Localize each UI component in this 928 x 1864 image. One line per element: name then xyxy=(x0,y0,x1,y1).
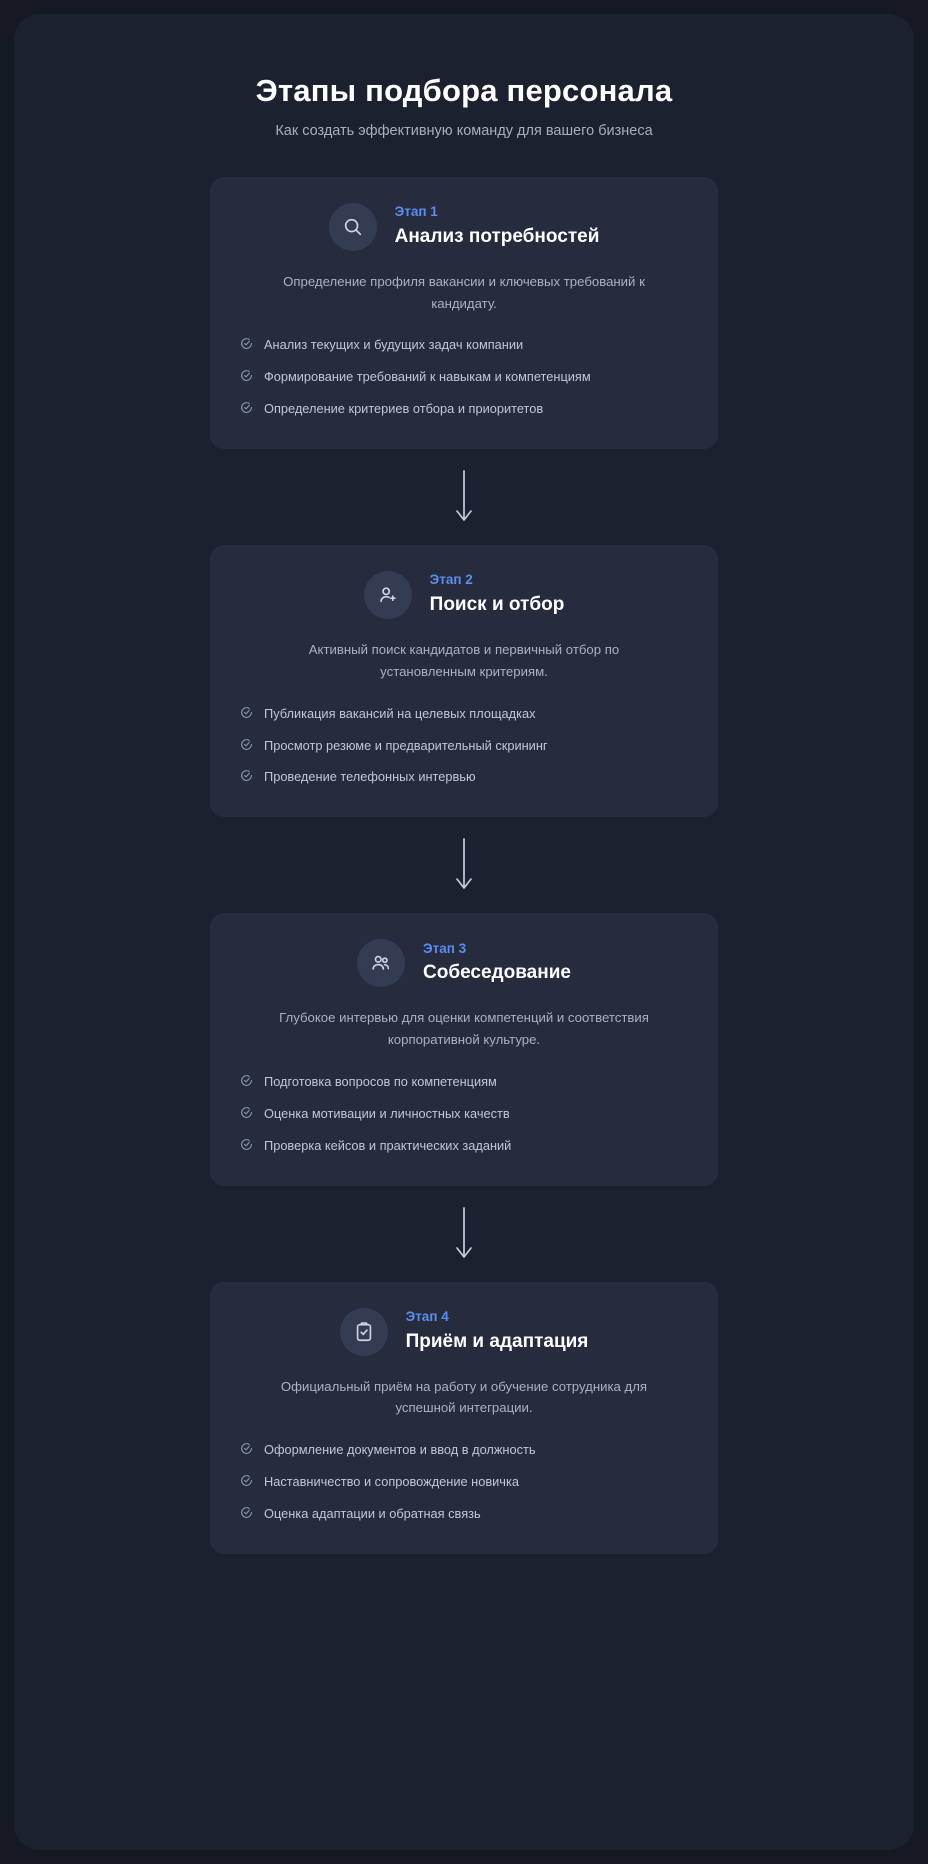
arrow-down-icon xyxy=(444,1186,484,1282)
check-circle-icon xyxy=(240,1074,253,1092)
bullet-text: Оценка мотивации и личностных качеств xyxy=(264,1105,510,1121)
step-heading-1 xyxy=(395,203,600,250)
step-card-3[interactable] xyxy=(210,913,718,1185)
bullet-text: Формирование требований к навыкам и компетенциям xyxy=(264,369,591,385)
step-bullets-4 xyxy=(240,1441,688,1524)
arrow-down-icon xyxy=(444,449,484,545)
step-title: Приём и адаптация xyxy=(405,1330,589,1352)
list-item xyxy=(240,400,688,419)
list-item xyxy=(240,768,688,787)
step-label: Этап 3 xyxy=(423,940,467,956)
bullet-text: Публикация вакансий на целевых площадках xyxy=(264,705,536,721)
clipboard-check-icon xyxy=(340,1308,388,1356)
bullet-text: Определение критериев отбора и приоритетов xyxy=(264,401,544,417)
step-bullets-3 xyxy=(240,1073,688,1156)
step-header-3 xyxy=(240,939,688,987)
bullet-text: Наставничество и сопровождение новичка xyxy=(264,1474,519,1490)
check-circle-icon xyxy=(240,1474,253,1492)
check-circle-icon xyxy=(240,337,253,355)
search-icon xyxy=(329,203,377,251)
check-circle-icon xyxy=(240,1106,253,1124)
check-circle-icon xyxy=(240,769,253,787)
step-bullets-1 xyxy=(240,336,688,419)
step-label: Этап 4 xyxy=(405,1308,449,1324)
check-circle-icon xyxy=(240,1506,253,1524)
step-title: Анализ потребностей xyxy=(394,225,600,247)
step-bullets-2 xyxy=(240,705,688,788)
list-item xyxy=(240,336,688,355)
step-header-4 xyxy=(240,1308,688,1356)
step-heading-3 xyxy=(423,940,571,987)
step-card-4[interactable] xyxy=(210,1282,718,1554)
check-circle-icon xyxy=(240,401,253,419)
user-search-icon xyxy=(364,571,412,619)
step-description: Активный поиск кандидатов и первичный отбор по установленным критериям. xyxy=(308,642,620,679)
list-item xyxy=(240,1105,688,1124)
step-card-1[interactable] xyxy=(210,177,718,449)
step-description: Определение профиля вакансии и ключевых требований к кандидату. xyxy=(283,273,645,311)
bullet-text: Подготовка вопросов по компетенциям xyxy=(264,1073,497,1089)
arrow-down-icon xyxy=(444,817,484,913)
list-item xyxy=(240,1473,688,1492)
check-circle-icon xyxy=(240,369,253,387)
header xyxy=(14,72,914,139)
list-item xyxy=(240,737,688,756)
step-heading-2 xyxy=(430,571,565,618)
step-description: Глубокое интервью для оценки компетенций и соответствия корпоративной культуре. xyxy=(279,1010,649,1048)
list-item xyxy=(240,1441,688,1460)
bullet-text: Анализ текущих и будущих задач компании xyxy=(264,337,524,353)
step-header-1 xyxy=(240,203,688,251)
step-title: Собеседование xyxy=(423,962,571,984)
bullet-text: Просмотр резюме и предварительный скрининг xyxy=(264,737,548,753)
steps-list xyxy=(14,177,914,1554)
list-item xyxy=(240,1073,688,1092)
list-item xyxy=(240,1505,688,1524)
bullet-text: Оценка адаптации и обратная связь xyxy=(264,1505,481,1521)
list-item xyxy=(240,368,688,387)
check-circle-icon xyxy=(240,1442,253,1460)
list-item xyxy=(240,705,688,724)
step-header-2 xyxy=(240,571,688,619)
check-circle-icon xyxy=(240,738,253,756)
check-circle-icon xyxy=(240,706,253,724)
bullet-text: Проведение телефонных интервью xyxy=(264,769,476,785)
page-subtitle: Как создать эффективную команду для вашего бизнеса xyxy=(275,122,653,139)
step-card-2[interactable] xyxy=(210,545,718,817)
bullet-text: Проверка кейсов и практических заданий xyxy=(264,1137,512,1153)
infographic-panel xyxy=(14,14,914,1850)
check-circle-icon xyxy=(240,1138,253,1156)
step-label: Этап 2 xyxy=(429,572,473,588)
step-heading-4 xyxy=(406,1308,589,1355)
page-title: Этапы подбора персонала xyxy=(255,73,673,108)
step-description: Официальный приём на работу и обучение сотрудника для успешной интеграции. xyxy=(280,1378,648,1416)
users-group-icon xyxy=(357,939,405,987)
step-label: Этап 1 xyxy=(394,204,438,220)
bullet-text: Оформление документов и ввод в должность xyxy=(264,1442,536,1458)
step-title: Поиск и отбор xyxy=(429,594,565,616)
list-item xyxy=(240,1137,688,1156)
